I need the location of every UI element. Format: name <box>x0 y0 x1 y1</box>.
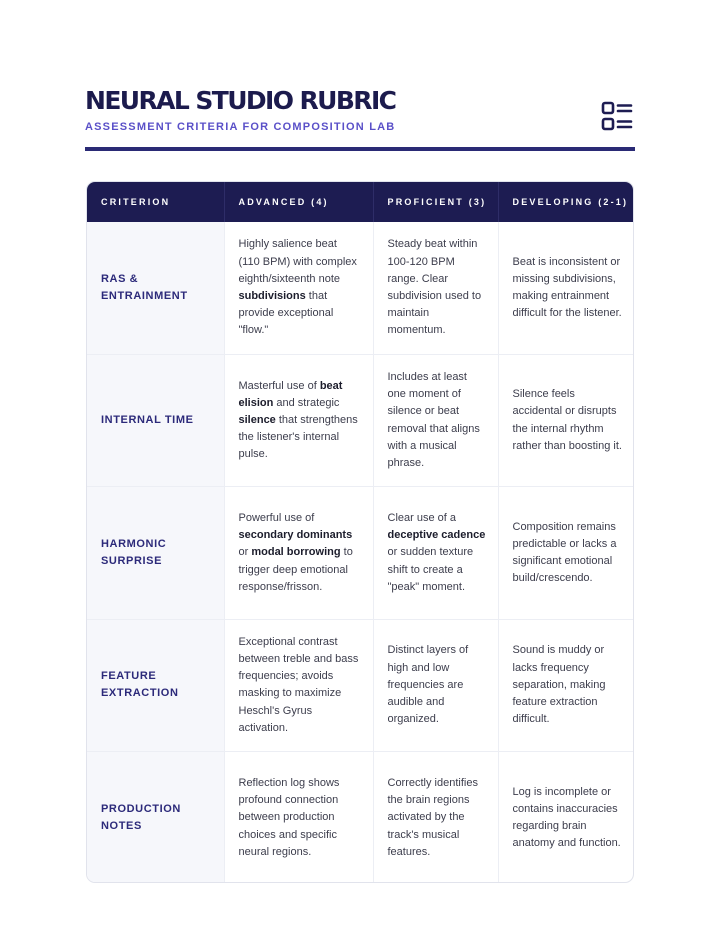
page-title: NEURAL STUDIO RUBRIC <box>85 86 396 115</box>
developing-cell: Log is incomplete or contains inaccuracies regarding brain anatomy and function. <box>512 785 621 850</box>
criterion-cell: FEATURE EXTRACTION <box>87 619 224 751</box>
rubric-table-card <box>86 181 634 883</box>
criterion-cell: RAS & ENTRAINMENT <box>87 222 224 354</box>
page-subtitle: ASSESSMENT CRITERIA FOR COMPOSITION LAB <box>85 121 396 133</box>
advanced-cell: Masterful use of beat elision and strategic silence that strengthens the listener's internal pulse. <box>224 354 373 486</box>
proficient-cell: Includes at least one moment of silence or beat removal that aligns with a musical phrase. <box>373 354 498 486</box>
developing-cell: Sound is muddy or lacks frequency separation, making feature extraction difficult. <box>512 644 606 726</box>
header-developing: DEVELOPING (2-1) <box>512 197 629 207</box>
table-row <box>87 619 634 751</box>
header-divider <box>85 147 635 151</box>
proficient-cell: Clear use of a deceptive cadence or sudden texture shift to create a "peak" moment. <box>373 487 498 619</box>
table-row <box>87 222 634 354</box>
criterion-cell: HARMONIC SURPRISE <box>87 487 224 619</box>
advanced-cell: Powerful use of secondary dominants or modal borrowing to trigger deep emotional response/frisson. <box>224 487 373 619</box>
developing-cell: Composition remains predictable or lacks a significant emotional build/crescendo. <box>512 520 617 585</box>
table-row <box>87 487 634 619</box>
header-proficient: PROFICIENT (3) <box>373 182 498 222</box>
header-advanced: ADVANCED (4) <box>224 182 373 222</box>
criterion-cell: PRODUCTION NOTES <box>87 752 224 883</box>
table-header-row <box>87 182 634 222</box>
developing-cell: Silence feels accidental or disrupts the internal rhythm rather than boosting it. <box>512 388 622 452</box>
grid-list-icon <box>601 101 633 133</box>
header-criterion: CRITERION <box>87 182 224 222</box>
table-row <box>87 354 634 486</box>
developing-cell: Beat is inconsistent or missing subdivisions, making entrainment difficult for the listener. <box>512 255 622 320</box>
rubric-table <box>87 182 634 883</box>
rubric-header <box>85 86 635 134</box>
advanced-cell: Exceptional contrast between treble and bass frequencies; avoids masking to maximize Heschl's Gyrus activation. <box>224 619 373 751</box>
table-row <box>87 752 634 883</box>
advanced-cell: Highly salience beat (110 BPM) with complex eighth/sixteenth note subdivisions that provide exceptional "flow." <box>224 222 373 354</box>
advanced-cell: Reflection log shows profound connection between production choices and specific neural regions. <box>224 752 373 883</box>
proficient-cell: Distinct layers of high and low frequencies are audible and organized. <box>373 619 498 751</box>
proficient-cell: Steady beat within 100-120 BPM range. Clear subdivision used to maintain momentum. <box>373 222 498 354</box>
proficient-cell: Correctly identifies the brain regions activated by the track's musical features. <box>373 752 498 883</box>
criterion-cell: INTERNAL TIME <box>87 354 224 486</box>
